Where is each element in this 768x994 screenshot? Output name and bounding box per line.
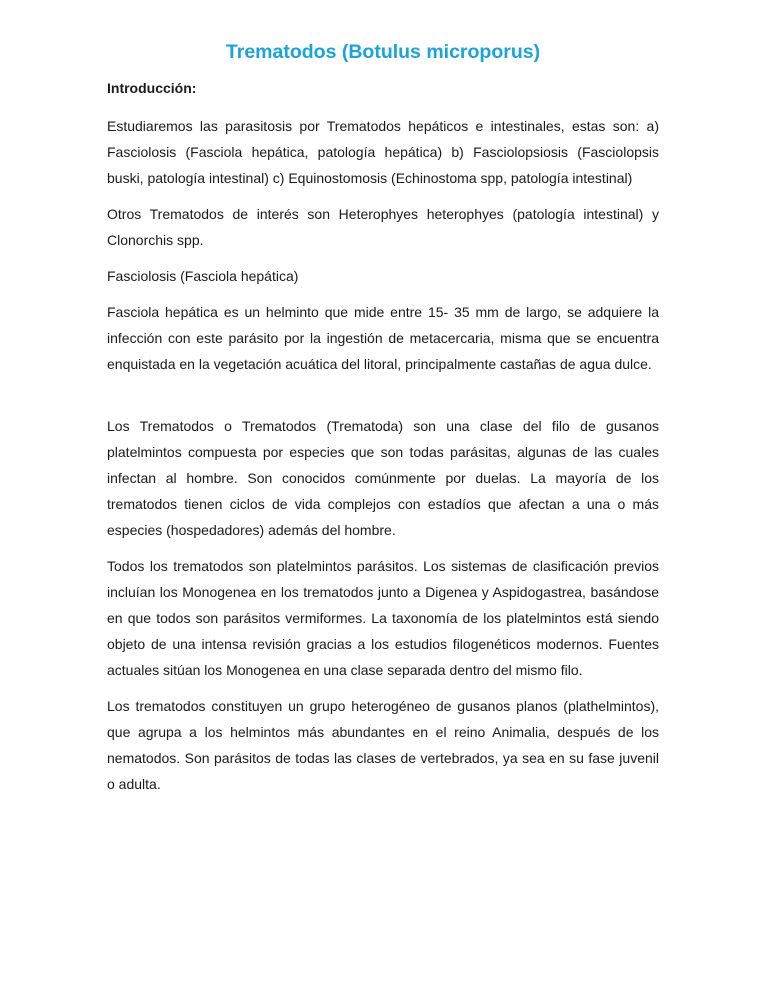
page-title: Trematodos (Botulus microporus) xyxy=(225,41,541,63)
paragraph-fasciolosis-heading: Fasciolosis (Fasciola hepática) xyxy=(107,268,299,284)
paragraph-heterogeneous-group: Los trematodos constituyen un grupo heterogéneo de gusanos planos (plathelmintos), que agrupa a los helmintos más abundantes en el reino Animalia, después de los nematodos. Son parásitos de todas las clases de vertebrados, ya sea en su fase juvenil o adulta. xyxy=(107,698,659,792)
paragraph-other-trematodes: Otros Trematodos de interés son Heterophyes heterophyes (patología intestinal) y Clonorchis spp. xyxy=(107,206,659,248)
intro-heading: Introducción: xyxy=(107,80,197,96)
paragraph-trematoda-class: Los Trematodos o Trematodos (Trematoda) son una clase del filo de gusanos platelmintos compuesta por especies que son todas parásitas, algunas de las cuales infectan al hombre. Son conocidos comúnmente por duelas. La mayoría de los trematodos tienen ciclos de vida complejos con estadíos que afectan a una o más especies (hospedadores) además del hombre. xyxy=(107,418,659,538)
document-page xyxy=(107,40,659,807)
paragraph-classification: Todos los trematodos son platelmintos parásitos. Los sistemas de clasificación previos incluían los Monogenea en los trematodos junto a Digenea y Aspidogastrea, basándose en que todos son parásitos vermiformes. La taxonomía de los platelmintos está siendo objeto de una intensa revisión gracias a los estudios filogenéticos modernos. Fuentes actuales sitúan los Monogenea en una clase separada dentro del mismo filo. xyxy=(107,558,659,678)
blank-line xyxy=(107,387,659,413)
paragraph-fasciola-description: Fasciola hepática es un helminto que mide entre 15- 35 mm de largo, se adquiere la infección con este parásito por la ingestión de metacercaria, misma que se encuentra enquistada en la vegetación acuática del litoral, principalmente castañas de agua dulce. xyxy=(107,304,659,372)
paragraph-intro: Estudiaremos las parasitosis por Trematodos hepáticos e intestinales, estas son: a) Fasciolosis (Fasciola hepática, patología hepática) b) Fasciolopsiosis (Fasciolopsis buski, patología intestinal) c) Equinostomosis (Echinostoma spp, patología intestinal) xyxy=(107,118,659,186)
